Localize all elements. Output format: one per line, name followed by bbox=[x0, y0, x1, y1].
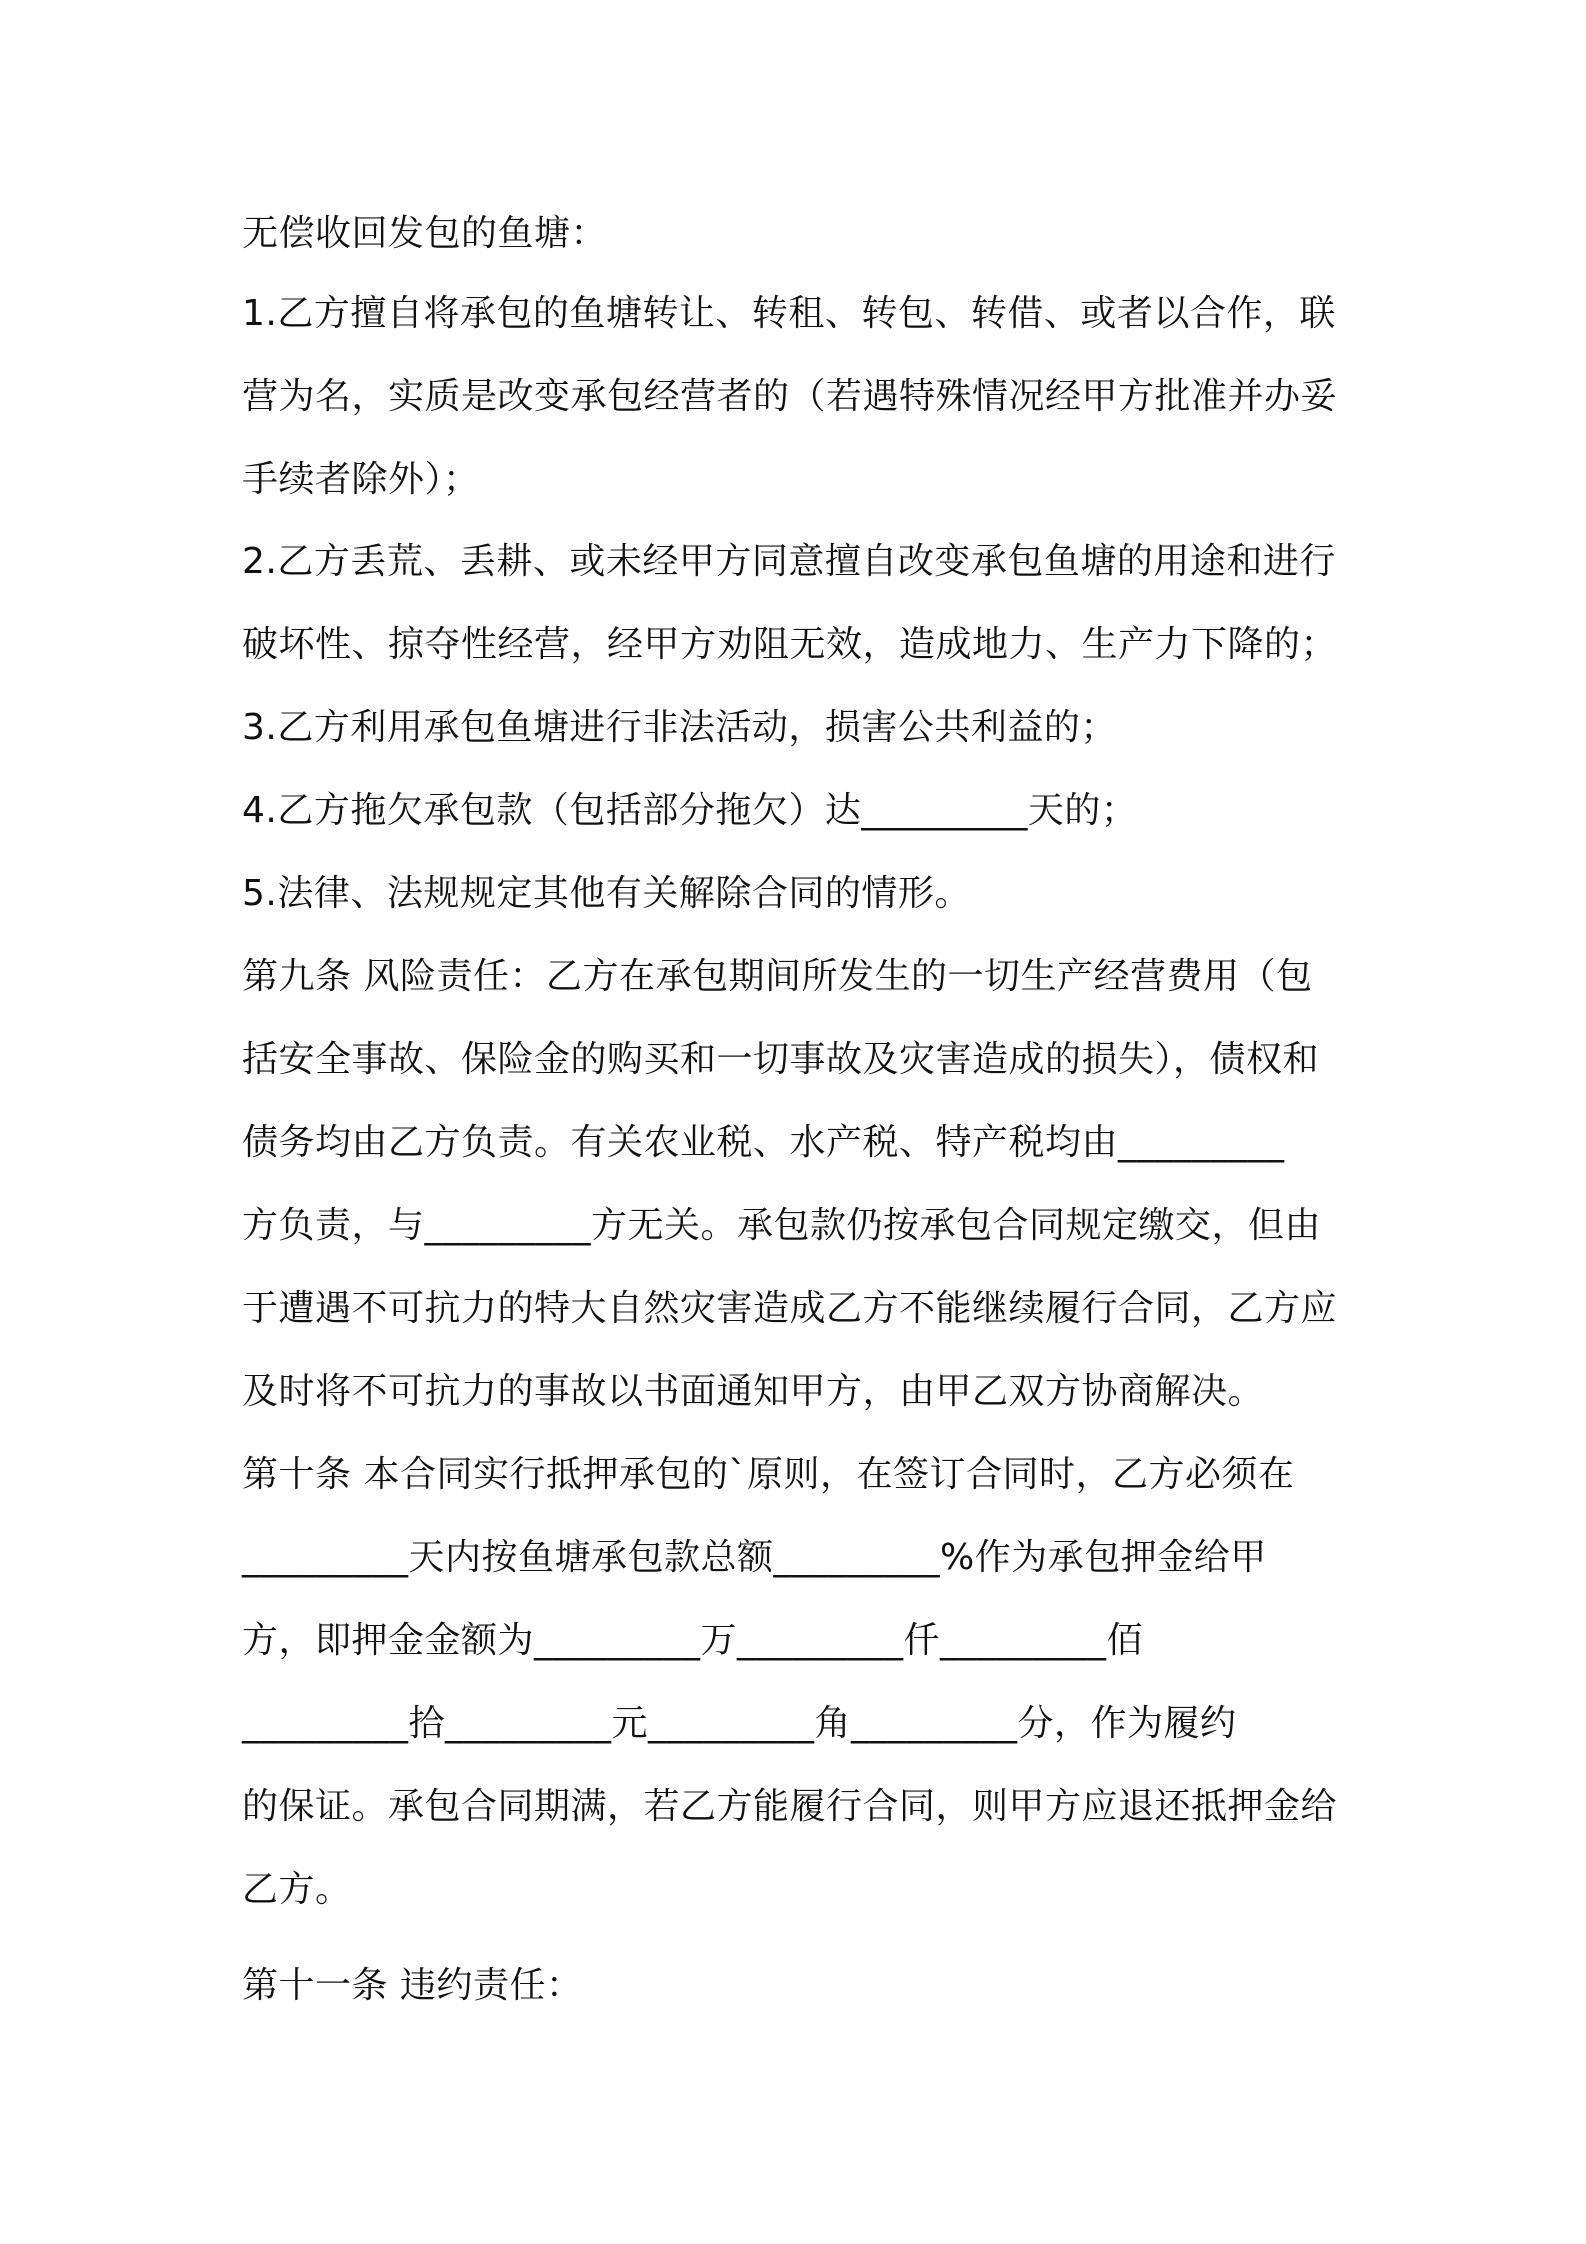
section-heading-9: 第九条 风险责任：乙方在承包期间所发生的一切生产经营费用（包 bbox=[242, 956, 1313, 997]
text-line: 营为名，实质是改变承包经营者的（若遇特殊情况经甲方批准并办妥 bbox=[242, 376, 1338, 417]
section-heading-10: 第十条 本合同实行抵押承包的`原则，在签订合同时，乙方必须在 bbox=[242, 1454, 1295, 1495]
text-line: 1.乙方擅自将承包的鱼塘转让、转租、转包、转借、或者以合作，联 bbox=[242, 293, 1336, 334]
text-line: 于遭遇不可抗力的特大自然灾害造成乙方不能继续履行合同，乙方应 bbox=[242, 1288, 1338, 1329]
text-line: 方负责，与_________方无关。承包款仍按承包合同规定缴交，但由 bbox=[242, 1205, 1322, 1246]
text-line: 方，即押金金额为_________万_________仟_________佰 bbox=[242, 1620, 1144, 1661]
text-line: 5.法律、法规规定其他有关解除合同的情形。 bbox=[242, 873, 971, 914]
text-line: 括安全事故、保险金的购买和一切事故及灾害造成的损失），债权和 bbox=[242, 1039, 1320, 1080]
text-line: 及时将不可抗力的事故以书面通知甲方，由甲乙双方协商解决。 bbox=[242, 1371, 1265, 1412]
text-line: 3.乙方利用承包鱼塘进行非法活动，损害公共利益的； bbox=[242, 707, 1117, 748]
text-line: 无偿收回发包的鱼塘： bbox=[242, 213, 608, 254]
text-line: _________天内按鱼塘承包款总额_________%作为承包押金给甲 bbox=[242, 1537, 1267, 1578]
text-line: 债务均由乙方负责。有关农业税、水产税、特产税均由_________ bbox=[242, 1122, 1285, 1163]
text-line: 2.乙方丢荒、丢耕、或未经甲方同意擅自改变承包鱼塘的用途和进行 bbox=[242, 541, 1336, 582]
section-heading-11: 第十一条 违约责任： bbox=[242, 1965, 583, 2006]
text-line: 的保证。承包合同期满，若乙方能履行合同，则甲方应退还抵押金给 bbox=[242, 1786, 1338, 1827]
text-line: 手续者除外）； bbox=[242, 459, 480, 500]
text-line: 乙方。 bbox=[242, 1869, 352, 1910]
text-line: _________拾_________元_________角_________分，作为履约 bbox=[242, 1703, 1237, 1744]
text-line: 破坏性、掠夺性经营，经甲方劝阻无效，造成地力、生产力下降的； bbox=[242, 624, 1338, 665]
text-line: 4.乙方拖欠承包款（包括部分拖欠）达_________天的； bbox=[242, 790, 1138, 831]
